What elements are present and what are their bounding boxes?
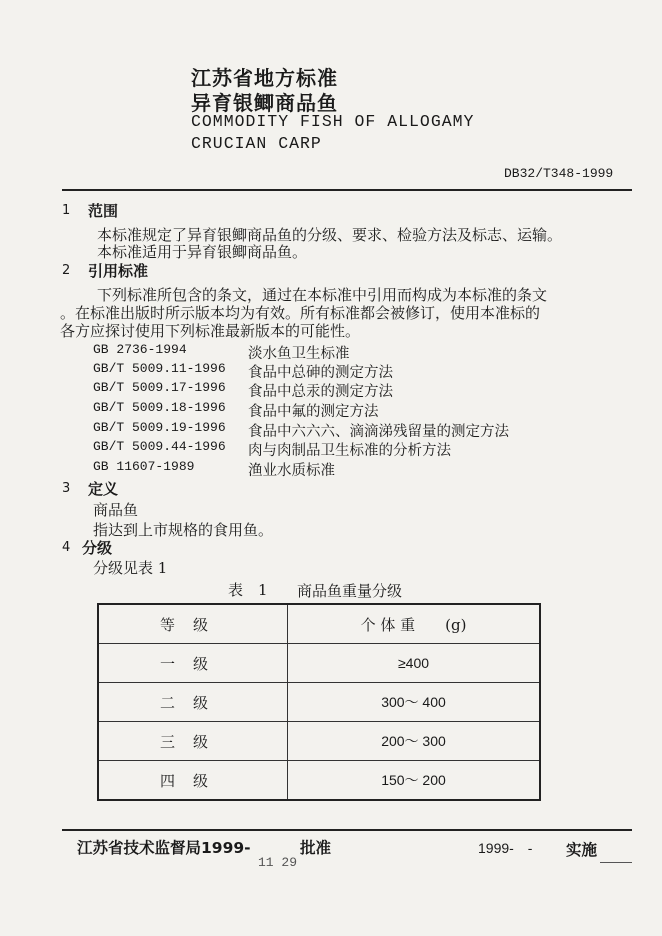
ref-name-4: 食品中氟的测定方法 [248,404,379,420]
table-row [98,644,540,683]
table-cell-weight: 200～ 300 [288,722,541,761]
ref-name-7: 渔业水质标准 [248,463,335,479]
table-header-row [98,604,540,644]
section-4-title: 分级 [82,539,113,557]
ref-name-5: 食品中六六六、滴滴涕残留量的测定方法 [248,424,509,440]
table-row [98,722,540,761]
section-3-number: 3 [62,481,71,496]
section-3-term: 商品鱼 [93,501,139,519]
section-1-paragraph-1: 本标准规定了异育银鲫商品鱼的分级、要求、检验方法及标志、运输。 [97,226,563,244]
section-3-title: 定义 [88,480,119,498]
section-2-title: 引用标准 [88,262,149,280]
table-cell-weight: ≥400 [288,644,541,683]
ref-code-5: GB/T 5009.19-1996 [93,420,226,435]
section-1-title: 范围 [88,202,119,220]
table-header-weight: 个 体 重 (g) [288,604,541,644]
table-caption-title: 商品鱼重量分级 [297,582,403,600]
title-cn-line2: 异育银鲫商品鱼 [191,91,338,115]
footer-approve-date-stamp: 11 29 [258,855,298,870]
weight-grade-table [97,603,541,801]
ref-name-6: 肉与肉制品卫生标准的分析方法 [248,443,451,459]
table-cell-weight: 300～ 400 [288,683,541,722]
section-4-note: 分级见表 1 [93,559,168,577]
ref-code-6: GB/T 5009.44-1996 [93,439,226,454]
table-cell-grade: 三级 [98,722,288,761]
table-row [98,683,540,722]
ref-name-1: 淡水鱼卫生标准 [248,346,350,362]
section-2-number: 2 [62,263,71,278]
section-2-line-2: 。在标准出版时所示版本均为有效。所有标准都会被修订，使用本准标的 [60,304,541,322]
table-cell-weight: 150～ 200 [288,761,541,801]
title-en-line2: CRUCIAN CARP [191,134,322,153]
table-row [98,761,540,801]
section-2-line-1: 下列标准所包含的条文，通过在本标准中引用而构成为本标准的条文 [97,286,548,304]
ref-name-3: 食品中总汞的测定方法 [248,384,393,400]
table-cell-grade: 二级 [98,683,288,722]
footer-implement-date: 1999- - [478,840,533,856]
section-4-number: 4 [62,540,71,555]
footer-bottom-divider [600,862,632,863]
section-3-definition: 指达到上市规格的食用鱼。 [93,521,274,539]
title-cn-line1: 江苏省地方标准 [191,66,338,90]
section-1-paragraph-2: 本标准适用于异育银鲫商品鱼。 [97,243,308,261]
footer-issuer: 江苏省技术监督局1999- [77,839,251,857]
table-cell-grade: 四级 [98,761,288,801]
ref-code-2: GB/T 5009.11-1996 [93,361,226,376]
ref-code-3: GB/T 5009.17-1996 [93,380,226,395]
ref-code-1: GB 2736-1994 [93,342,187,357]
footer-implement: 实施 [566,841,598,859]
ref-name-2: 食品中总砷的测定方法 [248,365,393,381]
header-divider [62,189,632,191]
section-1-number: 1 [62,203,71,218]
standard-number: DB32/T348-1999 [504,166,614,181]
ref-code-7: GB 11607-1989 [93,459,195,474]
ref-code-4: GB/T 5009.18-1996 [93,400,226,415]
table-cell-grade: 一级 [98,644,288,683]
footer-approve: 批准 [300,839,332,857]
table-caption-number: 表 1 [228,581,268,599]
section-2-line-3: 各方应探讨使用下列标准最新版本的可能性。 [60,322,361,340]
title-en-line1: COMMODITY FISH OF ALLOGAMY [191,112,475,131]
footer-divider [62,829,632,831]
table-header-grade: 等级 [98,604,288,644]
